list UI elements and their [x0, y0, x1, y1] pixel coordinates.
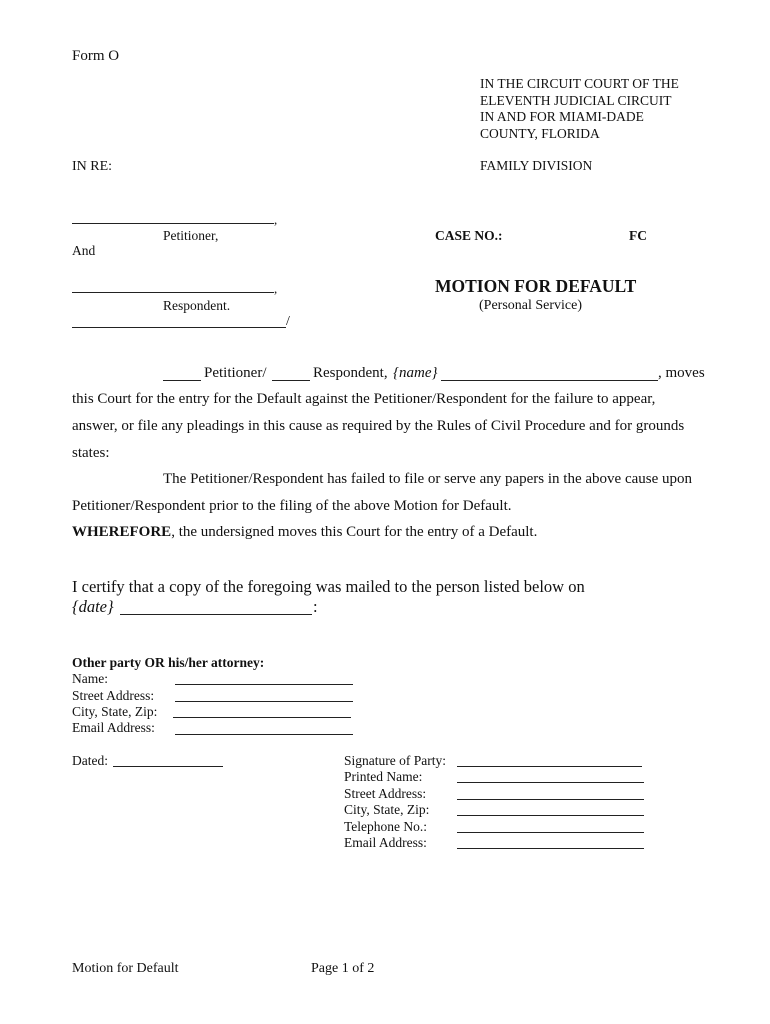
other-party-street-line[interactable]	[175, 701, 353, 702]
court-division: FAMILY DIVISION	[480, 158, 593, 173]
caption-slash: /	[286, 314, 290, 329]
petitioner-option: Petitioner/	[204, 365, 267, 381]
form-label: Form O	[72, 48, 120, 64]
in-re-label: IN RE:	[72, 159, 113, 174]
body-line-4: states:	[72, 445, 110, 461]
dated-line[interactable]	[113, 766, 223, 767]
other-party-email-line[interactable]	[175, 734, 353, 735]
printed-name-label: Printed Name:	[344, 769, 423, 784]
court-line-4: COUNTY, FLORIDA	[480, 125, 600, 141]
respondent-comma: ,	[274, 281, 278, 296]
certify-colon: :	[313, 597, 318, 616]
petitioner-name-line[interactable]	[72, 223, 274, 224]
other-party-email-label: Email Address:	[72, 720, 155, 735]
signature-line[interactable]	[457, 766, 642, 767]
caption-closing-line	[72, 327, 286, 328]
signer-phone-line[interactable]	[457, 832, 644, 833]
signer-email-label: Email Address:	[344, 835, 427, 850]
signer-street-label: Street Address:	[344, 786, 427, 801]
respondent-option: Respondent,	[313, 365, 388, 381]
wherefore-bold: WHEREFORE	[72, 524, 172, 540]
dated-label: Dated:	[72, 753, 108, 768]
court-line-2: ELEVENTH JUDICIAL CIRCUIT	[480, 92, 672, 108]
petitioner-label: Petitioner,	[163, 228, 219, 243]
signer-phone-label: Telephone No.:	[344, 819, 428, 834]
body-line-2: this Court for the entry for the Default against the Petitioner/Respondent for the failure to appear,	[72, 391, 656, 407]
respondent-check-line[interactable]	[272, 380, 310, 381]
case-number-suffix: FC	[629, 228, 647, 243]
case-number-label: CASE NO.:	[435, 228, 503, 243]
signer-email-line[interactable]	[457, 848, 644, 849]
name-hint: {name}	[393, 365, 438, 381]
motion-title: MOTION FOR DEFAULT	[435, 276, 637, 296]
body-line-3: answer, or file any pleadings in this cause as required by the Rules of Civil Procedure and for grounds	[72, 418, 685, 434]
other-party-street-label: Street Address:	[72, 688, 155, 703]
other-party-name-line[interactable]	[175, 684, 353, 685]
petitioner-check-line[interactable]	[163, 380, 201, 381]
other-party-city-label: City, State, Zip:	[72, 704, 158, 719]
other-party-city-line[interactable]	[173, 717, 351, 718]
certify-date-line[interactable]	[120, 614, 312, 615]
respondent-label: Respondent.	[163, 298, 231, 313]
court-line-3: IN AND FOR MIAMI-DADE	[480, 109, 644, 124]
signer-street-line[interactable]	[457, 799, 644, 800]
moves-text: , moves	[658, 365, 705, 381]
signer-city-line[interactable]	[457, 815, 644, 816]
petitioner-comma: ,	[274, 212, 278, 227]
body-line-6: Petitioner/Respondent prior to the filing of the above Motion for Default.	[72, 498, 512, 514]
wherefore-rest: , the undersigned moves this Court for the entry of a Default.	[171, 524, 538, 540]
court-line-1: IN THE CIRCUIT COURT OF THE	[480, 76, 679, 91]
certify-text: I certify that a copy of the foregoing was mailed to the person listed below on	[72, 577, 585, 596]
signature-label: Signature of Party:	[344, 753, 446, 768]
body-line-5: The Petitioner/Respondent has failed to file or serve any papers in the above cause upon	[163, 471, 692, 487]
movant-name-line[interactable]	[441, 380, 658, 381]
signer-city-label: City, State, Zip:	[344, 802, 430, 817]
motion-subtitle: (Personal Service)	[479, 298, 583, 313]
wherefore-line	[72, 524, 712, 541]
and-label: And	[72, 243, 96, 258]
footer-title: Motion for Default	[72, 961, 179, 976]
respondent-name-line[interactable]	[72, 292, 274, 293]
other-party-name-label: Name:	[72, 671, 108, 686]
printed-name-line[interactable]	[457, 782, 644, 783]
certify-date-hint: {date}	[72, 597, 114, 616]
other-party-heading: Other party OR his/her attorney:	[72, 655, 265, 670]
footer-page-number: Page 1 of 2	[311, 961, 375, 976]
court-caption	[480, 76, 679, 142]
